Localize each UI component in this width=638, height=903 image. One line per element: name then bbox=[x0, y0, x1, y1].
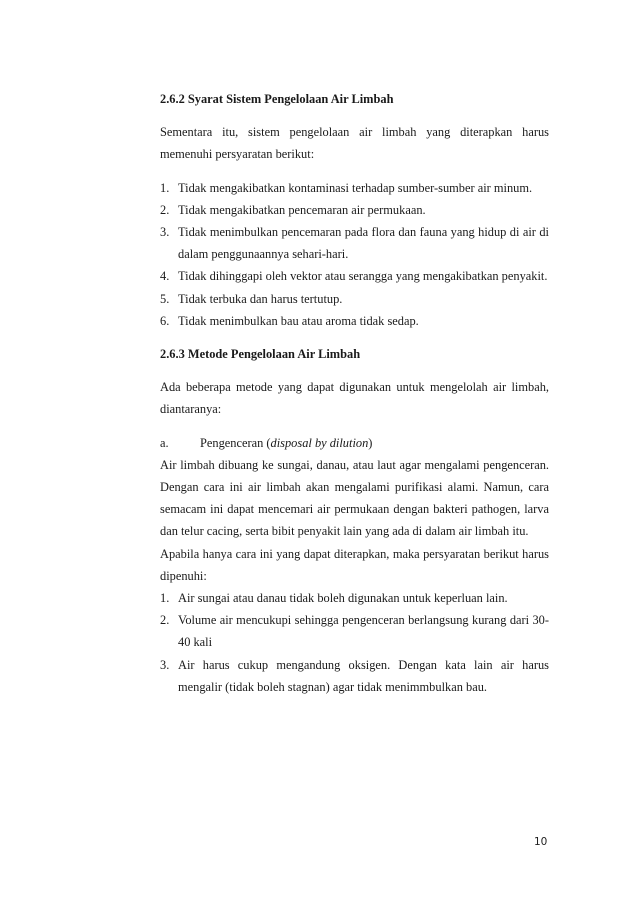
list-item bbox=[160, 199, 549, 221]
section-2-6-3-intro: Ada beberapa metode yang dapat digunakan untuk mengelolah air limbah, diantaranya: bbox=[160, 380, 549, 417]
list-item-text: Tidak mengakibatkan pencemaran air permukaan. bbox=[178, 202, 426, 217]
list-item-text: Tidak mengakibatkan kontaminasi terhadap sumber-sumber air minum. bbox=[178, 180, 533, 195]
list-item-number: 3. bbox=[160, 657, 170, 672]
page-number: 10 bbox=[534, 836, 548, 848]
method-label-close: ) bbox=[368, 435, 373, 450]
list-item-number: 2. bbox=[160, 613, 170, 628]
method-a-heading bbox=[160, 432, 549, 454]
list-item bbox=[160, 221, 549, 265]
list-item-text: Air harus cukup mengandung oksigen. Dengan kata lain air harus mengalir (tidak boleh stagnan) agar tidak menimmbulkan bau. bbox=[178, 657, 549, 694]
section-heading-2-6-3: 2.6.3 Metode Pengelolaan Air Limbah bbox=[160, 347, 361, 362]
method-a-condition: Apabila hanya cara ini yang dapat diterapkan, maka persyaratan berikut harus dipenuhi: bbox=[160, 546, 549, 583]
list-item bbox=[160, 288, 549, 310]
requirements-list bbox=[160, 177, 549, 332]
list-item bbox=[160, 265, 549, 287]
method-label bbox=[200, 432, 372, 454]
list-item-number: 2. bbox=[160, 202, 170, 217]
section-heading-2-6-2: 2.6.2 Syarat Sistem Pengelolaan Air Limbah bbox=[160, 92, 394, 106]
section-2-6-2-intro: Sementara itu, sistem pengelolaan air limbah yang diterapkan harus memenuhi persyaratan berikut: bbox=[160, 125, 549, 162]
list-item-number: 1. bbox=[160, 591, 170, 606]
list-item bbox=[160, 609, 549, 653]
conditions-list bbox=[160, 587, 549, 698]
method-label-italic: disposal by dilution bbox=[270, 435, 369, 450]
list-item-number: 4. bbox=[160, 269, 170, 284]
method-label-text: Pengenceran ( bbox=[200, 435, 271, 450]
list-item-text: Tidak menimbulkan bau atau aroma tidak sedap. bbox=[178, 313, 419, 328]
list-item-text: Tidak terbuka dan harus tertutup. bbox=[178, 291, 343, 306]
list-item-text: Air sungai atau danau tidak boleh digunakan untuk keperluan lain. bbox=[178, 591, 508, 606]
list-item bbox=[160, 310, 549, 332]
method-a-paragraph: Air limbah dibuang ke sungai, danau, atau laut agar mengalami pengenceran. Dengan cara ini air limbah akan mengalami purifikasi alami. Namun, cara semacam ini dapat mencemari air permukaan dengan bakteri pathogen, larva dan telur cacing, serta bibit penyakit lain yang ada di dalam air limbah itu. bbox=[160, 457, 549, 539]
list-item-text: Tidak menimbulkan pencemaran pada flora dan fauna yang hidup di air di dalam penggunaannya sehari-hari. bbox=[178, 225, 549, 262]
list-item bbox=[160, 654, 549, 698]
list-item-text: Volume air mencukupi sehingga pengenceran berlangsung kurang dari 30-40 kali bbox=[178, 613, 549, 650]
list-item-number: 6. bbox=[160, 313, 170, 328]
list-item bbox=[160, 177, 549, 199]
list-item bbox=[160, 587, 549, 609]
list-item-number: 3. bbox=[160, 225, 170, 240]
list-item-text: Tidak dihinggapi oleh vektor atau serangga yang mengakibatkan penyakit. bbox=[178, 269, 548, 284]
method-letter: a. bbox=[160, 435, 169, 450]
page-content bbox=[160, 88, 549, 698]
list-item-number: 5. bbox=[160, 291, 170, 306]
list-item-number: 1. bbox=[160, 180, 170, 195]
